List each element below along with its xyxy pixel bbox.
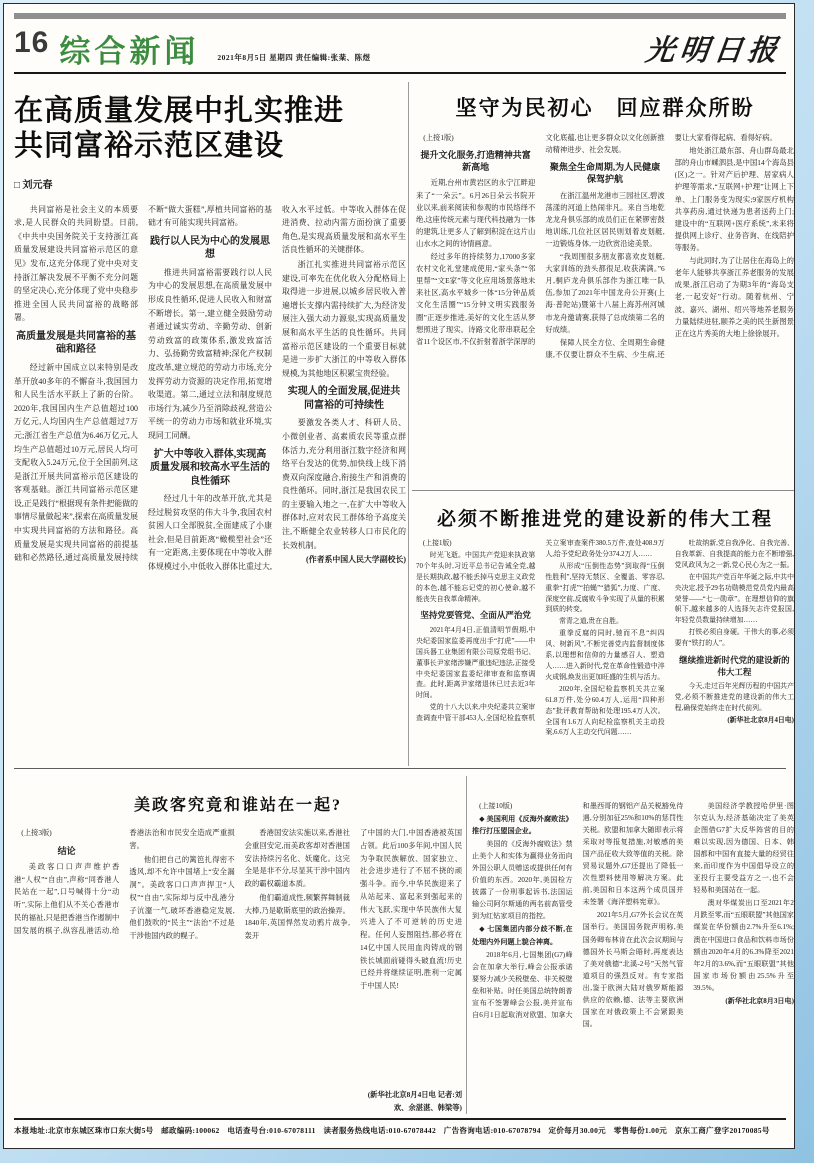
- page-header: [14, 26, 786, 70]
- paragraph: “我周围很多朋友都喜欢皮划艇,大家训练的劲头都很足,收获满满。”6月,桐庐龙舟俱乐部作为浙江唯一队伍,参加了2021年中国龙舟公开赛(上海·普陀站)暨第十八届上海苏州河城市龙舟邀请赛,获得了总成绩第二名的好成绩。: [545, 252, 665, 334]
- article-body: [416, 132, 794, 482]
- paragraph: 常青之道,贵在自胜。: [559, 618, 623, 626]
- paragraph: 共同富裕是社会主义的本质要求,是人民群众的共同盼望。日前,《中共中央国务院关于支持浙江高质量发展建设共同富裕示范区的意见》发布,这充分体现了党中央对支持浙江解决发展不平衡不充分问题的坚定决心,充分体现了党中央稳步推进全国人民共同富裕的战略部署。: [14, 204, 138, 323]
- paragraph: 香港国安法实施以来,香港社会重回安定,而美政客却对香港国安法持续污名化、妖魔化。这完全是是非不分,尽显其干涉中国内政的霸权霸道本质。: [244, 828, 350, 889]
- paragraph: 经过多年的持续努力,17000多家农村文化礼堂建成使用,“家头条”“邻里帮”“文E家”等文化应用场景落地未来社区,高水平城乡一体“15分钟品质文化生活圈”“15分钟文明实践服务圈”正逐步推进,美好的文化生活从梦想照进了现实。诗路文化带串联起全省11个设区市,不仅折射着浙学深厚的文化底蕴,也让更多群众以文化创新推动精神进步、社会发展。: [416, 133, 665, 346]
- main-headline-line2: 共同富裕示范区建设: [14, 129, 285, 162]
- paragraph: 美国的《反海外腐败法》禁止美个人和实体为赢得业务而向外国公职人员赠送或提供任何有价值的东西。2020年,美国检方披露了一份刑事起诉书,法国运输公司阿尔斯通的两名前高管受到为红钻家项目的指控。: [472, 840, 573, 921]
- subheading: 实现人的全面发展,促进共同富裕的可持续性: [287, 386, 401, 411]
- middle-headline: 必须不断推进党的建设新的伟大工程: [436, 509, 773, 530]
- wire-credit: (新华社北京8月3日电): [725, 996, 794, 1005]
- editors-text: 责任编辑:张棻、陈煜: [295, 53, 371, 62]
- paragraph: 2021年5月,G7外长会议在英国举行。美国国务院声明称,美国务卿布林肯在此次会议期间与德国外长马斯会晤时,再度表达了美对俄德“北溪-2号”天然气管道项目的强烈反对。有专家指出,鉴于欧洲大陆对俄罗斯能源供应的依赖,德、法等主要欧洲国家在对俄政策上不会紧跟美国。: [582, 911, 684, 1028]
- continued-marker: (上接3版): [21, 828, 52, 837]
- main-headline: [14, 94, 406, 164]
- article-body: [14, 203, 406, 759]
- paragraph: 他们霸道成性,频繁挥舞制裁大棒,乃是歇斯底里的政治操弄。1840年,英国悍然发动鸦片战争,轰开: [244, 892, 350, 941]
- article-serve-people: [416, 84, 794, 482]
- subheading: 结论: [57, 845, 76, 856]
- paragraph: 吐故纳新,党自我净化、自我完善、自我革新、自我提高的能力在不断增强,党风政风为之一新,党心民心为之一振。: [674, 540, 794, 569]
- subheading: 聚焦全生命周期,为人民健康保驾护航: [549, 162, 661, 185]
- top-right-headline: 坚守为民初心 回应群众所盼: [455, 96, 755, 120]
- paragraph: 在浙江温州龙港市三园社区,碧波荡漾的河道上热闹非凡。来自当地乾龙龙舟俱乐部的成员们正在紧锣密鼓地训练,几位社区居民则划着皮划艇,一边锻炼身体,一边欣赏沿途美景。: [545, 190, 665, 248]
- paragraph: 澳对华煤炭出口至2021年2月跌至零,而“五眼联盟”其他国家煤炭在华份额由2.7%升至6.1%;澳在中国进口食品和饮料市场份额由2020年4月的6.3%降至2021年2月的3.6%,而“五眼联盟”其他国家市场份额由25.5%升至39.5%。: [693, 899, 794, 992]
- article-party-building: [416, 496, 794, 763]
- column-divider-bottom: [466, 776, 467, 1114]
- paragraph: 近期,台州市黄岩区的永宁江畔迎来了“一朵云”。6月26日朵云书院开业以来,前来阅读和参观的市民络绎不绝,这座传统元素与现代科技融为一体的建筑,让更多人了解到积淀在这片山山水水之间的诗情画意。: [416, 178, 536, 248]
- author-credit: (作者系中国人民大学副校长): [306, 555, 406, 565]
- paragraph: 2018年6月,七国集团(G7)峰会在加拿大举行,峰会公报承诺要努力减少关税壁垒、非关税壁垒和补贴。时任美国总统特朗普宣布不签署峰会公报,美并宣布自6月1日起取消对欧盟、加拿大和墨西哥的钢铝产品关税豁免待遇,分别加征25%和10%的惩罚性关税。欧盟和加拿大随即表示将采取对等报复措施,对敏感的美国产品征收大致等值的关税。除贸易议题外,G7还提出了降低一次性塑料使用等解决方案。此前,美国和日本这两个成员国并未签署《海洋塑料宪章》。: [472, 802, 684, 1019]
- subheading: 扩大中等收入群体,实现高质量发展和较高水平生活的良性循环: [150, 448, 270, 487]
- paragraph: 与此同时,为了让居住在海岛上的老年人能够共享浙江养老服务的发展成果,浙江启动了为期3年的“海岛支老,一起安好”行动。随着杭州、宁波、嘉兴、湖州、绍兴等地养老服务力量陆续进驻,颐养之美的民生新图景正在这片秀美的大地上徐徐展开。: [674, 256, 794, 338]
- paragraph: 美国经济学教授哈伊里·图尔克认为,经济基础决定了美英企图借G7扩大反华阵营的目的难以实现,因为德国、日本、韩国都和中国有直接大量的经贸往来,而印度作为中国倡导设立的亚投行主要受益方之一,也不会轻易和美国站在一起。: [693, 802, 794, 895]
- paragraph: 打铁必须自身硬。干伟大的事,必须要有“铁打的人”。: [674, 629, 794, 648]
- subheading: 践行以人民为中心的发展思想: [150, 235, 270, 261]
- article-body: [416, 539, 794, 763]
- paragraph: 2020年,全国纪检监察机关共立案61.8万件,处分60.4万人,运用“四种形态”批评教育帮助和处理195.4万人次。全国有1.6万人向纪检监察机关主动投案,6.6万人主动交代问题……: [545, 685, 665, 737]
- header-divider: [14, 72, 786, 74]
- newspaper-page: [3, 3, 795, 1149]
- paragraph: 他们把自己的篱笆扎得密不透风,却不允许中国堵上“安全漏洞”。美政客口口声声捍卫“人权”“自由”,实际却与反中乱港分子沆瀣一气,破坏香港稳定发展,他们鼓吹的“民主”“法治”不过是干涉他国内政的幌子。: [129, 854, 235, 941]
- main-headline-line1: 在高质量发展中扎实推进: [14, 95, 345, 127]
- subheading: 提升文化服务,打造精神共富新高地: [420, 150, 531, 173]
- article-body: [472, 800, 794, 1110]
- section-divider-right: [412, 490, 794, 491]
- paragraph: 重拳反腐的同时,驰而不息“纠四风、树新风”,不断完善党内监督制度体系,以理想和信仰的力量感召人、塑造人……进入新时代,党在革命性锻造中淬火成钢,焕发出更加旺盛的生机与活力。: [545, 630, 665, 681]
- column-divider-vertical: [408, 82, 409, 766]
- article-us-politicians: [14, 774, 462, 1115]
- paragraph: 经过几十年的改革开放,尤其是经过脱贫攻坚的伟大斗争,我国农村贫困人口全部脱贫,全面建成了小康社会,但是目前距离“橄榄型社会”还有一定距离,主要体现在中等收入群体规模过小,中低收入群体比重过大,收入水平过低。中等收入群体在促进消费、拉动内需方面扮演了重要角色,是实现高质量发展和高水平生活良性循环的关键群体。: [148, 204, 406, 571]
- paragraph: 从形成“压倒性态势”到取得“压倒性胜利”,坚持无禁区、全覆盖、零容忍,重拳“打虎”“拍蝇”“猎狐”,力度、广度、深度空前,反腐败斗争实现了从量的积累到质的转变。: [545, 562, 665, 614]
- footer-info: 本报地址:北京市东城区珠市口东大街5号 邮政编码:100062 电话查号台:010-67078111 读者服务热线电话:010-67078442 广告咨询电话:010-67078794 定价每月30.00元 零售每份1.00元 京东工商广登字20170085号: [14, 1126, 770, 1135]
- continued-marker: (上接10版): [479, 802, 513, 810]
- footer-divider: [14, 1118, 786, 1120]
- paragraph: 推进共同富裕需要践行以人民为中心的发展思想,在高质量发展中形成良性循环,促进人民收入和财富不断增长。第一,建立健全鼓励劳动者通过诚实劳动、辛勤劳动、创新劳动致富的政策体系,激发致富活力、弘扬勤劳致富精神;深化产权制度改革,建立规范的劳动力市场,充分发挥劳动力资源的决定作用,拓宽增收渠道。第二,通过立法和制度规范市场行为,减少乃至消除歧视,营造公平统一的劳动力市场和就业环境,实现同工同酬。: [148, 267, 272, 440]
- wire-credit: (新华社北京8月4日电 记者:刘欢、余湛湛、韩梁等): [367, 1090, 462, 1113]
- subheading: 高质量发展是共同富裕的基础和路径: [16, 330, 136, 356]
- paragraph: 党的十八大以来,中央纪委共立案审查调查中管干部453人,全国纪检监察机关立案审查案件380.5万件,查处408.9万人,给予党纪政务处分374.2万人……: [416, 540, 665, 723]
- paragraph: 2021年4月4日,正值清明节假期,中央纪委国家监委再度出手“打虎”——中国兵器工业集团有限公司原党组书记、董事长尹家绪涉嫌严重违纪违法,正接受中央纪委国家监委纪律审查和监察调查。此时,距离尹家绪退休已过去近3年时间。: [416, 626, 536, 700]
- wire-credit: (新华社北京8月4日电): [727, 716, 794, 724]
- paragraph: 了中国的大门,中国香港被英国占领。此后100多年间,中国人民为争取民族解放、国家独立、社会进步进行了不屈不挠的顽强斗争。而今,中华民族迎来了从站起来、富起来到强起来的伟大飞跃,实现中华民族伟大复兴进入了不可逆转的历史进程。任何人妄图阻挡,都必将在14亿中国人民用血肉铸成的钢铁长城面前碰得头破血流!历史已经并将继续证明,胜利一定属于中国人民!: [360, 828, 462, 991]
- continued-marker: (上接1版): [423, 133, 454, 142]
- section-divider-main: [14, 768, 786, 769]
- byline: □ 刘元春: [14, 179, 53, 191]
- paragraph: 保障人民全方位、全周期生命健康,不仅要让群众不生病、少生病,还要让大家看得起病、看得好病。: [545, 133, 777, 359]
- bottom-left-headline: 美政客究竟和谁站在一起?: [133, 797, 342, 814]
- date-line: [217, 52, 370, 63]
- article-body: [14, 827, 350, 1115]
- paragraph: 美政客口口声声维护香港“人权”“自由”,声称“同香港人民站在一起”,口号喊得十分“动听”,实际上他们从不关心香港市民的福祉,只是把香港当作遏制中国发展的棋子,纵容乱港活动,给香港法治和市民安全造成严重损害。: [14, 828, 235, 935]
- top-rule: [14, 13, 786, 19]
- paragraph: 在中国共产党百年华诞之际,中共中央决定,授予29名功勋模范党员党内最高荣誉——“七一勋章”。在理想信仰的旗帜下,越来越多的人选择矢志许党报国,年轻党员数量持续增加……: [674, 573, 794, 625]
- bullet-lead: ◆ 美国利用《反海外腐败法》推行打压盟国企业。: [472, 815, 573, 836]
- article-side-column: [360, 827, 462, 1115]
- continued-marker: (上接1版): [422, 540, 452, 547]
- subheading: 继续推进新时代党的建设新的伟大工程: [679, 655, 790, 677]
- paragraph: 时光飞逝。中国共产党迎来执政第70个年头时,习近平总书记告诫全党,越是长期执政,越不能丢掉马克思主义政党的本色,越不能忘记党的初心使命,越不能丧失自我革命精神。: [416, 551, 536, 603]
- page-number: 16: [14, 26, 50, 59]
- bullet-lead: ◆ 七国集团内部分歧不断,在处理内外问题上貌合神离。: [472, 925, 573, 946]
- article-body-row: [14, 827, 462, 1115]
- paragraph: 今天,走过百年光辉历程的中国共产党,必须不断推进党的建设新的伟大工程,确保党始终走在时代前列。: [674, 683, 794, 712]
- masthead-logo: 光明日报: [643, 33, 784, 67]
- date-text: 2021年8月5日 星期四: [217, 53, 294, 62]
- article-common-prosperity: [14, 80, 406, 759]
- subheading: 坚持党要管党、全面从严治党: [420, 610, 531, 621]
- paragraph: 浙江扎实推进共同富裕示范区建设,可率先在优化收入分配格局上取得进一步进展,以城乡居民收入普遍增长支撑内需持续扩大,为经济发展注入强大动力源泉,实现高质量发展和高水平生活的良性循环。共同富裕示范区建设的一个重要目标就是进一步扩大浙江的中等收入群体规模,为其他地区积累宝贵经验。: [282, 259, 406, 378]
- paragraph: 经过新中国成立以来特别是改革开放40多年的不懈奋斗,我国国力和人民生活水平跃上了新的台阶。2020年,我国国内生产总值超过100万亿元,人均国内生产总值超过7万元;浙江省生产总值为6.46万亿元,人均生产总值超过10万元,居民人均可支配收入5.24万元,位于全国前列,这是浙江开展共同富裕示范区建设的客观基础。浙江共同富裕示范区建设,正是践行“根据现有条件把能做的事情尽量做起来”,探索在高质量发展中实现共同富裕的方法和路径。高质量发展是实现共同富裕的前提基础和必然路径,通过高质量发展持续不断“做大蛋糕”,厚植共同富裕的基础才有可能实现共同富裕。: [14, 204, 272, 563]
- paragraph: 地处浙江最东部、舟山群岛最北部的舟山市嵊泗县,是中国14个海岛县(区)之一。针对产后护理、居家病人护理等需求,“互联网+护理”让网上下单、上门服务变为现实;9家医疗机构共享药房,通过快递为患者送药上门;建设中的“互联网+医疗系统”,未来将提供网上诊疗、业务咨询、在线陪护等服务。: [674, 146, 794, 252]
- article-g7-continued: [472, 774, 794, 1110]
- section-title: 综合新闻: [59, 34, 200, 69]
- paragraph: 要激发各类人才、科研人员、小微创业者、高素质农民等重点群体活力,充分利用浙江数字经济和网络平台发达的优势,加快线上线下消费双向深度融合,衔接生产和消费的良性循环。同时,浙江是我国农民工的主要输入地之一,在扩大中等收入群体时,应对农民工群体给予高度关注,不断健全农业转移人口市民化的长效机制。: [282, 418, 406, 550]
